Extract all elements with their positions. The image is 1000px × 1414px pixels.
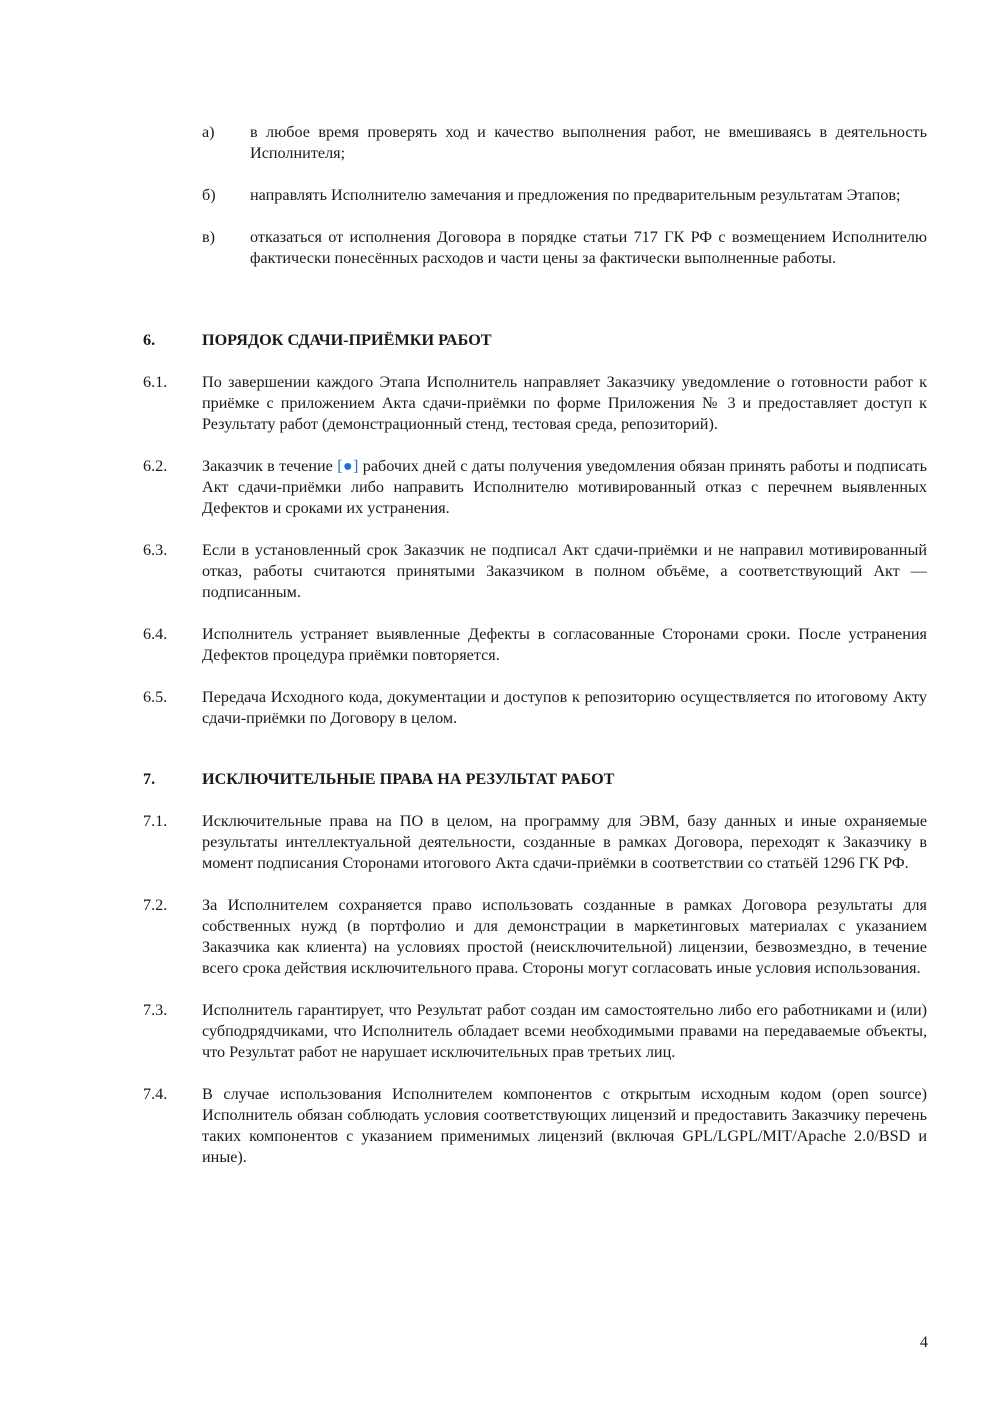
clause-text-before: Заказчик в течение xyxy=(202,457,338,475)
subitem xyxy=(202,185,927,206)
subitem xyxy=(202,227,927,269)
subitem-number: в) xyxy=(202,228,216,246)
clause-text: В случае использования Исполнителем компонентов с открытым исходным кодом (open source) Исполнитель обязан соблюдать условия соответствующих лицензий и предоставить Заказчику перечень таких компонентов с указанием применимых лицензий (включая GPL/LGPL/MIT/Apache 2.0/BSD и иные). xyxy=(202,1085,927,1166)
section-7 xyxy=(143,769,927,1189)
section-heading xyxy=(143,769,927,790)
clause-number: 6.2. xyxy=(143,457,168,475)
clause-text: За Исполнителем сохраняется право использовать созданные в рамках Договора результаты для собственных нужд (в портфолио и для демонстрации в маркетинговых материалах с указанием Заказчика как клиента) на условиях простой (неисключительной) лицензии, безвозмездно, в течение всего срока действия исключительного права. Стороны могут согласовать иные условия использования. xyxy=(202,896,927,977)
clause-number: 6.5. xyxy=(143,688,168,706)
subitem-text: отказаться от исполнения Договора в порядке статьи 717 ГК РФ с возмещением Исполнителю фактически понесённых расходов и части цены за фактически выполненные работы. xyxy=(250,228,927,267)
subitem-text: в любое время проверять ход и качество выполнения работ, не вмешиваясь в деятельность Исполнителя; xyxy=(250,123,927,162)
clause-text: Исполнитель гарантирует, что Результат работ создан им самостоятельно либо его работниками и (или) субподрядчиками, что Исполнитель обладает всеми необходимыми правами на передаваемые объекты, что Результат работ не нарушает исключительных прав третьих лиц. xyxy=(202,1001,927,1061)
clause-text: Исключительные права на ПО в целом, на программу для ЭВМ, базу данных и иные охраняемые результаты интеллектуальной деятельности, созданные в рамках Договора, переходят к Заказчику в момент подписания Сторонами итогового Акта сдачи-приёмки в соответствии со статьёй 1296 ГК РФ. xyxy=(202,812,927,872)
clause xyxy=(143,687,927,729)
clause-number: 7.2. xyxy=(143,896,168,914)
clause-number: 6.3. xyxy=(143,541,168,559)
clause-text: Исполнитель устраняет выявленные Дефекты в согласованные Сторонами сроки. После устранения Дефектов процедура приёмки повторяется. xyxy=(202,625,927,664)
clause xyxy=(143,540,927,603)
clause xyxy=(143,811,927,874)
section-title: ИСКЛЮЧИТЕЛЬНЫЕ ПРАВА НА РЕЗУЛЬТАТ РАБОТ xyxy=(202,770,615,788)
section-title: ПОРЯДОК СДАЧИ-ПРИЁМКИ РАБОТ xyxy=(202,331,492,349)
clause xyxy=(143,372,927,435)
section-6 xyxy=(143,330,927,750)
subitem-text: направлять Исполнителю замечания и предложения по предварительным результатам Этапов; xyxy=(250,186,901,204)
clause-number: 7.3. xyxy=(143,1001,168,1019)
section-heading xyxy=(143,330,927,351)
section-number: 6. xyxy=(143,331,156,349)
subitem xyxy=(202,122,927,164)
clause-text: Если в установленный срок Заказчик не подписал Акт сдачи-приёмки и не направил мотивированный отказ, работы считаются принятыми Заказчиком в полном объёме, а соответствующий Акт — подписанным. xyxy=(202,541,927,601)
clause-number: 6.4. xyxy=(143,625,168,643)
clause-text xyxy=(202,456,927,519)
placeholder-field: [●] xyxy=(337,457,359,475)
subitem-number: а) xyxy=(202,123,215,141)
clause-number: 7.4. xyxy=(143,1085,168,1103)
clause-number: 7.1. xyxy=(143,812,168,830)
clause-text-after: рабочих дней с даты получения уведомления обязан принять работы и подписать Акт сдачи-приёмки либо направить Исполнителю мотивированный отказ с перечнем выявленных Дефектов и сроками их устранения. xyxy=(202,457,927,517)
clause xyxy=(143,895,927,979)
clause-text: Передача Исходного кода, документации и доступов к репозиторию осуществляется по итоговому Акту сдачи-приёмки по Договору в целом. xyxy=(202,688,927,727)
clause-text: По завершении каждого Этапа Исполнитель направляет Заказчику уведомление о готовности работ к приёмке с приложением Акта сдачи-приёмки по форме Приложения № 3 и предоставляет доступ к Результату работ (демонстрационный стенд, тестовая среда, репозиторий). xyxy=(202,373,927,433)
clause xyxy=(143,1000,927,1063)
clause xyxy=(143,456,927,519)
section-number: 7. xyxy=(143,770,156,788)
clause-number: 6.1. xyxy=(143,373,168,391)
page-number: 4 xyxy=(919,1333,928,1351)
clause xyxy=(143,1084,927,1168)
subitem-list xyxy=(202,122,927,290)
subitem-number: б) xyxy=(202,186,216,204)
clause xyxy=(143,624,927,666)
